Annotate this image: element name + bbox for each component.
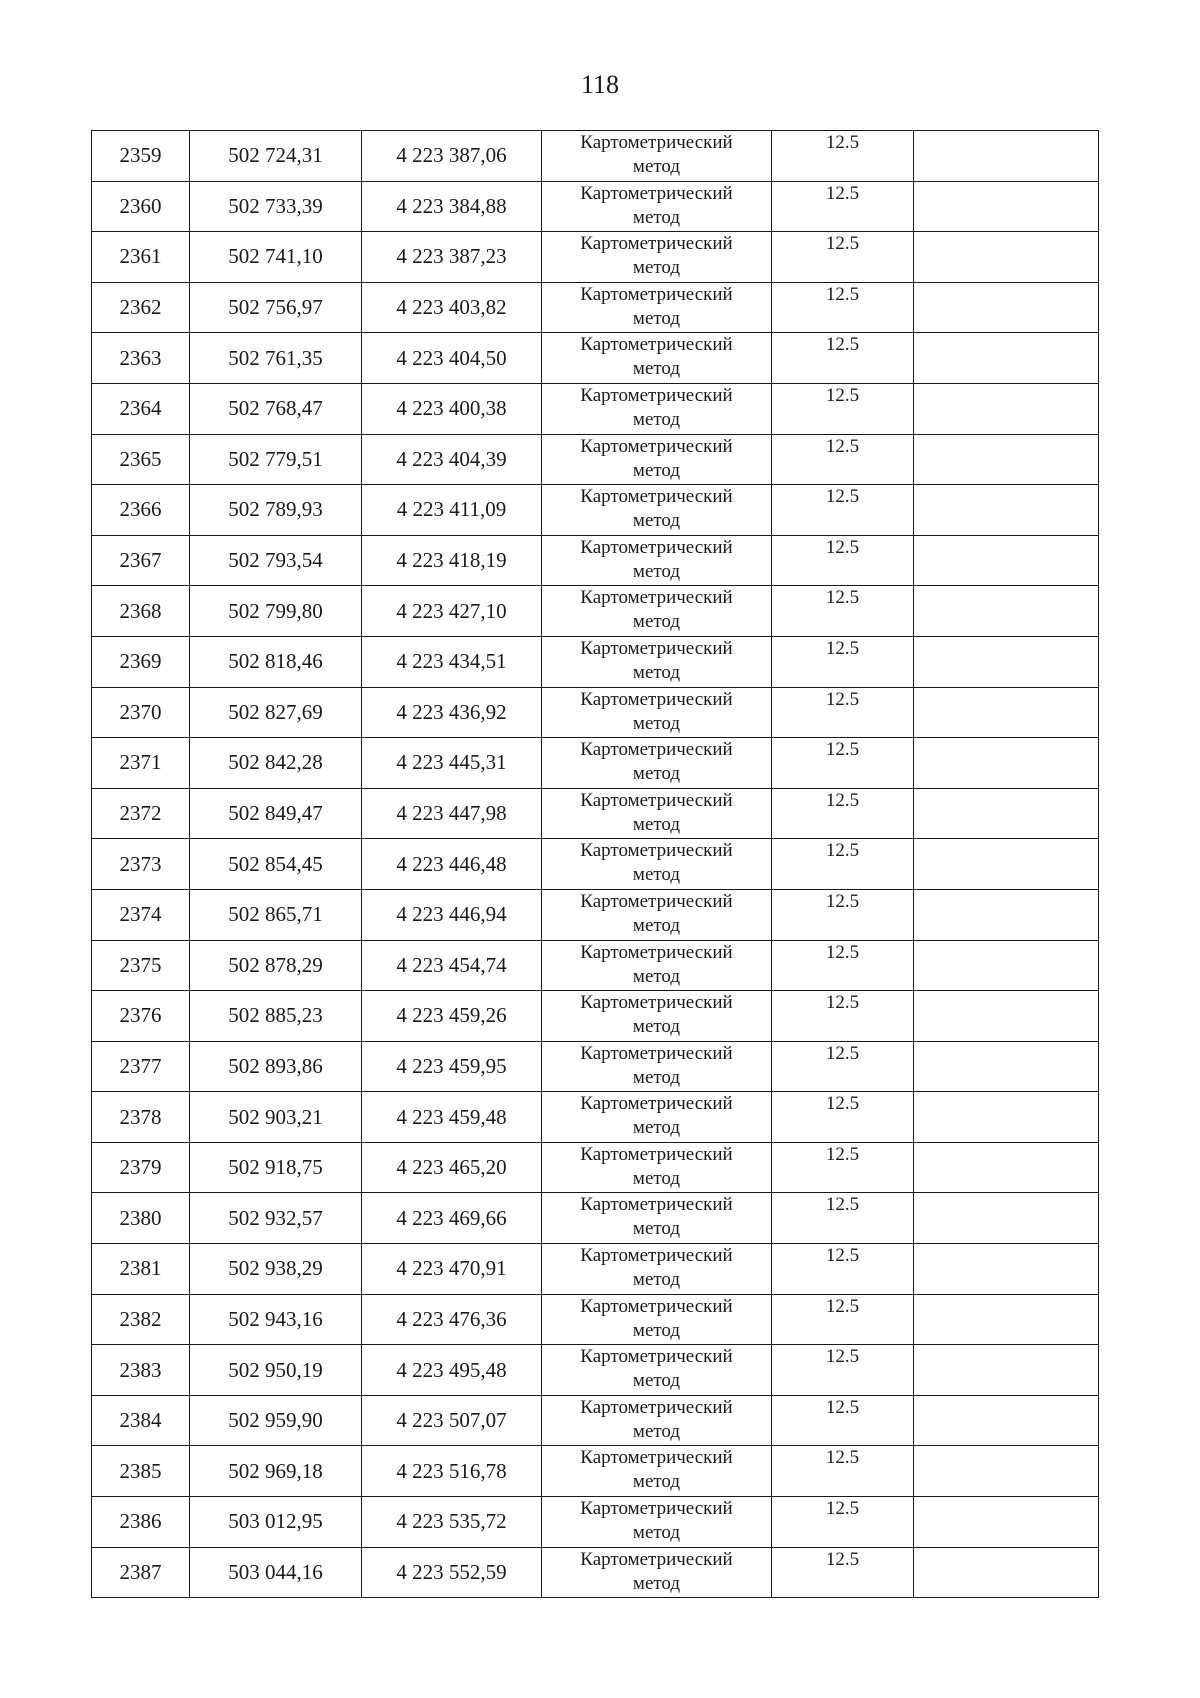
y-coordinate-cell: 4 223 447,98 [362, 788, 542, 839]
note-cell [914, 485, 1099, 536]
note-cell [914, 1041, 1099, 1092]
note-cell [914, 940, 1099, 991]
note-cell [914, 1547, 1099, 1598]
note-cell [914, 586, 1099, 637]
x-coordinate-cell: 503 012,95 [190, 1497, 362, 1548]
note-cell [914, 687, 1099, 738]
point-number-cell: 2364 [92, 383, 190, 434]
method-text-line-1: Картометрический [580, 1042, 733, 1064]
method-text-line-2: метод [632, 1066, 681, 1088]
method-text-line-2: метод [632, 156, 681, 177]
y-coordinate-cell: 4 223 469,66 [362, 1193, 542, 1244]
x-coordinate-cell: 502 885,23 [190, 991, 362, 1042]
point-number-cell: 2378 [92, 1092, 190, 1143]
x-coordinate-cell: 502 768,47 [190, 383, 362, 434]
y-coordinate-cell: 4 223 436,92 [362, 687, 542, 738]
method-text-line-2: метод [632, 1218, 681, 1240]
table-row [92, 1041, 1099, 1092]
method-text-line-1: Картометрический [580, 283, 733, 305]
accuracy-cell: 12.5 [772, 586, 914, 637]
accuracy-cell: 12.5 [772, 839, 914, 890]
table-row [92, 687, 1099, 738]
accuracy-cell: 12.5 [772, 181, 914, 232]
table-row [92, 232, 1099, 283]
table-row [92, 1547, 1099, 1598]
accuracy-cell: 12.5 [772, 788, 914, 839]
y-coordinate-cell: 4 223 465,20 [362, 1142, 542, 1193]
table-row [92, 434, 1099, 485]
x-coordinate-cell: 502 969,18 [190, 1446, 362, 1497]
x-coordinate-cell: 502 799,80 [190, 586, 362, 637]
y-coordinate-cell: 4 223 418,19 [362, 535, 542, 586]
point-number-cell: 2385 [92, 1446, 190, 1497]
note-cell [914, 333, 1099, 384]
accuracy-cell: 12.5 [772, 383, 914, 434]
method-text-line-1: Картометрический [580, 992, 733, 1014]
method-text-line-2: метод [632, 358, 681, 380]
method-cell [542, 889, 772, 940]
point-number-cell: 2362 [92, 282, 190, 333]
accuracy-cell: 12.5 [772, 1395, 914, 1446]
method-text-line-2: метод [632, 763, 681, 785]
x-coordinate-cell: 502 903,21 [190, 1092, 362, 1143]
y-coordinate-cell: 4 223 507,07 [362, 1395, 542, 1446]
note-cell [914, 282, 1099, 333]
y-coordinate-cell: 4 223 404,39 [362, 434, 542, 485]
method-cell [542, 1446, 772, 1497]
y-coordinate-cell: 4 223 454,74 [362, 940, 542, 991]
accuracy-cell: 12.5 [772, 636, 914, 687]
method-text-line-2: метод [632, 307, 681, 329]
accuracy-cell: 12.5 [772, 1294, 914, 1345]
method-text-line-2: метод [632, 257, 681, 279]
accuracy-cell: 12.5 [772, 1547, 914, 1598]
table-body [92, 131, 1099, 1598]
x-coordinate-cell: 502 932,57 [190, 1193, 362, 1244]
accuracy-cell: 12.5 [772, 1244, 914, 1295]
point-number-cell: 2375 [92, 940, 190, 991]
x-coordinate-cell: 503 044,16 [190, 1547, 362, 1598]
y-coordinate-cell: 4 223 427,10 [362, 586, 542, 637]
method-cell [542, 586, 772, 637]
method-text-line-1: Картометрический [580, 637, 733, 659]
table-row [92, 839, 1099, 890]
note-cell [914, 1294, 1099, 1345]
x-coordinate-cell: 502 761,35 [190, 333, 362, 384]
y-coordinate-cell: 4 223 387,06 [362, 131, 542, 182]
x-coordinate-cell: 502 878,29 [190, 940, 362, 991]
accuracy-cell: 12.5 [772, 1345, 914, 1396]
method-text-line-1: Картометрический [580, 890, 733, 912]
method-text-line-1: Картометрический [580, 1498, 733, 1520]
accuracy-cell: 12.5 [772, 333, 914, 384]
method-cell [542, 636, 772, 687]
x-coordinate-cell: 502 854,45 [190, 839, 362, 890]
accuracy-cell: 12.5 [772, 1497, 914, 1548]
method-cell [542, 1092, 772, 1143]
y-coordinate-cell: 4 223 459,95 [362, 1041, 542, 1092]
method-text-line-2: метод [632, 1420, 681, 1442]
table-row [92, 1345, 1099, 1396]
method-text-line-1: Картометрический [580, 1194, 733, 1216]
accuracy-cell: 12.5 [772, 485, 914, 536]
x-coordinate-cell: 502 865,71 [190, 889, 362, 940]
method-text-line-1: Картометрический [580, 587, 733, 609]
method-text-line-1: Картометрический [580, 1447, 733, 1469]
method-text-line-1: Картометрический [580, 536, 733, 558]
table-row [92, 940, 1099, 991]
x-coordinate-cell: 502 893,86 [190, 1041, 362, 1092]
accuracy-cell: 12.5 [772, 940, 914, 991]
x-coordinate-cell: 502 842,28 [190, 738, 362, 789]
method-text-line-1: Картометрический [580, 384, 733, 406]
y-coordinate-cell: 4 223 400,38 [362, 383, 542, 434]
y-coordinate-cell: 4 223 446,48 [362, 839, 542, 890]
accuracy-cell: 12.5 [772, 889, 914, 940]
method-cell [542, 839, 772, 890]
method-text-line-1: Картометрический [580, 1295, 733, 1317]
note-cell [914, 1345, 1099, 1396]
table-row [92, 282, 1099, 333]
x-coordinate-cell: 502 789,93 [190, 485, 362, 536]
method-cell [542, 1244, 772, 1295]
y-coordinate-cell: 4 223 459,48 [362, 1092, 542, 1143]
accuracy-cell: 12.5 [772, 434, 914, 485]
method-text-line-1: Картометрический [580, 789, 733, 811]
table-row [92, 738, 1099, 789]
method-cell [542, 1041, 772, 1092]
method-text-line-1: Картометрический [580, 739, 733, 761]
x-coordinate-cell: 502 779,51 [190, 434, 362, 485]
y-coordinate-cell: 4 223 384,88 [362, 181, 542, 232]
method-cell [542, 687, 772, 738]
method-text-line-2: метод [632, 965, 681, 987]
method-cell [542, 131, 772, 182]
accuracy-cell: 12.5 [772, 131, 914, 182]
method-cell [542, 991, 772, 1042]
method-text-line-1: Картометрический [580, 486, 733, 508]
x-coordinate-cell: 502 918,75 [190, 1142, 362, 1193]
method-text-line-2: метод [632, 914, 681, 936]
x-coordinate-cell: 502 827,69 [190, 687, 362, 738]
method-cell [542, 738, 772, 789]
point-number-cell: 2368 [92, 586, 190, 637]
note-cell [914, 1446, 1099, 1497]
note-cell [914, 181, 1099, 232]
y-coordinate-cell: 4 223 446,94 [362, 889, 542, 940]
point-number-cell: 2372 [92, 788, 190, 839]
note-cell [914, 1092, 1099, 1143]
x-coordinate-cell: 502 741,10 [190, 232, 362, 283]
x-coordinate-cell: 502 724,31 [190, 131, 362, 182]
method-cell [542, 1395, 772, 1446]
method-cell [542, 1345, 772, 1396]
method-text-line-2: метод [632, 864, 681, 886]
method-cell [542, 788, 772, 839]
y-coordinate-cell: 4 223 403,82 [362, 282, 542, 333]
method-text-line-1: Картометрический [580, 1346, 733, 1368]
method-text-line-1: Картометрический [580, 182, 733, 204]
x-coordinate-cell: 502 938,29 [190, 1244, 362, 1295]
method-text-line-2: метод [632, 459, 681, 481]
method-cell [542, 940, 772, 991]
point-number-cell: 2382 [92, 1294, 190, 1345]
method-cell [542, 333, 772, 384]
table-row [92, 586, 1099, 637]
method-text-line-2: метод [632, 560, 681, 582]
point-number-cell: 2377 [92, 1041, 190, 1092]
point-number-cell: 2367 [92, 535, 190, 586]
table-row [92, 636, 1099, 687]
method-cell [542, 1193, 772, 1244]
method-text-line-2: метод [632, 712, 681, 734]
method-text-line-1: Картометрический [580, 1396, 733, 1418]
point-number-cell: 2386 [92, 1497, 190, 1548]
method-text-line-2: метод [632, 1522, 681, 1544]
note-cell [914, 889, 1099, 940]
note-cell [914, 636, 1099, 687]
x-coordinate-cell: 502 793,54 [190, 535, 362, 586]
accuracy-cell: 12.5 [772, 535, 914, 586]
method-text-line-2: метод [632, 1319, 681, 1341]
note-cell [914, 383, 1099, 434]
table-row [92, 991, 1099, 1042]
table-row [92, 1497, 1099, 1548]
table-row [92, 1193, 1099, 1244]
method-text-line-2: метод [632, 611, 681, 633]
point-number-cell: 2371 [92, 738, 190, 789]
table-row [92, 788, 1099, 839]
method-text-line-1: Картометрический [580, 435, 733, 457]
x-coordinate-cell: 502 950,19 [190, 1345, 362, 1396]
y-coordinate-cell: 4 223 476,36 [362, 1294, 542, 1345]
method-cell [542, 434, 772, 485]
method-cell [542, 1547, 772, 1598]
table-row [92, 333, 1099, 384]
note-cell [914, 1142, 1099, 1193]
y-coordinate-cell: 4 223 459,26 [362, 991, 542, 1042]
method-cell [542, 181, 772, 232]
note-cell [914, 232, 1099, 283]
y-coordinate-cell: 4 223 516,78 [362, 1446, 542, 1497]
note-cell [914, 839, 1099, 890]
point-number-cell: 2383 [92, 1345, 190, 1396]
method-cell [542, 535, 772, 586]
point-number-cell: 2360 [92, 181, 190, 232]
table-row [92, 1294, 1099, 1345]
method-text-line-2: метод [632, 1269, 681, 1291]
method-text-line-2: метод [632, 1572, 681, 1594]
point-number-cell: 2381 [92, 1244, 190, 1295]
note-cell [914, 1244, 1099, 1295]
x-coordinate-cell: 502 756,97 [190, 282, 362, 333]
method-cell [542, 1294, 772, 1345]
method-text-line-2: метод [632, 813, 681, 835]
point-number-cell: 2363 [92, 333, 190, 384]
method-text-line-1: Картометрический [580, 233, 733, 255]
accuracy-cell: 12.5 [772, 1142, 914, 1193]
note-cell [914, 991, 1099, 1042]
coordinates-table [91, 130, 1099, 1598]
accuracy-cell: 12.5 [772, 232, 914, 283]
method-cell [542, 485, 772, 536]
x-coordinate-cell: 502 818,46 [190, 636, 362, 687]
point-number-cell: 2374 [92, 889, 190, 940]
point-number-cell: 2387 [92, 1547, 190, 1598]
table-row [92, 1446, 1099, 1497]
note-cell [914, 1395, 1099, 1446]
x-coordinate-cell: 502 959,90 [190, 1395, 362, 1446]
accuracy-cell: 12.5 [772, 1041, 914, 1092]
y-coordinate-cell: 4 223 535,72 [362, 1497, 542, 1548]
point-number-cell: 2365 [92, 434, 190, 485]
note-cell [914, 535, 1099, 586]
method-text-line-2: метод [632, 510, 681, 532]
x-coordinate-cell: 502 849,47 [190, 788, 362, 839]
method-cell [542, 383, 772, 434]
point-number-cell: 2366 [92, 485, 190, 536]
table-row [92, 485, 1099, 536]
accuracy-cell: 12.5 [772, 1446, 914, 1497]
table-row [92, 1092, 1099, 1143]
table-row [92, 181, 1099, 232]
method-text-line-1: Картометрический [580, 334, 733, 356]
accuracy-cell: 12.5 [772, 282, 914, 333]
point-number-cell: 2376 [92, 991, 190, 1042]
point-number-cell: 2380 [92, 1193, 190, 1244]
x-coordinate-cell: 502 943,16 [190, 1294, 362, 1345]
page-number: 118 [580, 70, 620, 99]
table-row [92, 131, 1099, 182]
method-text-line-2: метод [632, 1016, 681, 1038]
method-cell [542, 282, 772, 333]
y-coordinate-cell: 4 223 411,09 [362, 485, 542, 536]
accuracy-cell: 12.5 [772, 991, 914, 1042]
method-text-line-2: метод [632, 1370, 681, 1392]
y-coordinate-cell: 4 223 552,59 [362, 1547, 542, 1598]
y-coordinate-cell: 4 223 387,23 [362, 232, 542, 283]
method-cell [542, 1142, 772, 1193]
x-coordinate-cell: 502 733,39 [190, 181, 362, 232]
table-row [92, 383, 1099, 434]
accuracy-cell: 12.5 [772, 687, 914, 738]
method-text-line-1: Картометрический [580, 688, 733, 710]
table-row [92, 889, 1099, 940]
point-number-cell: 2359 [92, 131, 190, 182]
method-text-line-1: Картометрический [580, 840, 733, 862]
point-number-cell: 2361 [92, 232, 190, 283]
method-text-line-1: Картометрический [580, 1143, 733, 1165]
method-text-line-1: Картометрический [580, 1548, 733, 1570]
point-number-cell: 2373 [92, 839, 190, 890]
y-coordinate-cell: 4 223 404,50 [362, 333, 542, 384]
table-row [92, 1244, 1099, 1295]
table-row [92, 535, 1099, 586]
accuracy-cell: 12.5 [772, 738, 914, 789]
method-cell [542, 232, 772, 283]
y-coordinate-cell: 4 223 434,51 [362, 636, 542, 687]
y-coordinate-cell: 4 223 495,48 [362, 1345, 542, 1396]
y-coordinate-cell: 4 223 470,91 [362, 1244, 542, 1295]
method-text-line-1: Картометрический [580, 941, 733, 963]
note-cell [914, 788, 1099, 839]
note-cell [914, 738, 1099, 789]
method-text-line-2: метод [632, 1117, 681, 1139]
note-cell [914, 434, 1099, 485]
y-coordinate-cell: 4 223 445,31 [362, 738, 542, 789]
point-number-cell: 2369 [92, 636, 190, 687]
table-row [92, 1142, 1099, 1193]
accuracy-cell: 12.5 [772, 1193, 914, 1244]
method-text-line-2: метод [632, 206, 681, 228]
method-text-line-2: метод [632, 1471, 681, 1493]
table-row [92, 1395, 1099, 1446]
method-text-line-2: метод [632, 661, 681, 683]
note-cell [914, 1497, 1099, 1548]
method-text-line-2: метод [632, 1167, 681, 1189]
accuracy-cell: 12.5 [772, 1092, 914, 1143]
method-text-line-1: Картометрический [580, 1245, 733, 1267]
method-cell [542, 1497, 772, 1548]
method-text-line-2: метод [632, 408, 681, 430]
note-cell [914, 1193, 1099, 1244]
method-text-line-1: Картометрический [580, 132, 733, 153]
point-number-cell: 2379 [92, 1142, 190, 1193]
method-text-line-1: Картометрический [580, 1093, 733, 1115]
point-number-cell: 2384 [92, 1395, 190, 1446]
point-number-cell: 2370 [92, 687, 190, 738]
note-cell [914, 131, 1099, 182]
